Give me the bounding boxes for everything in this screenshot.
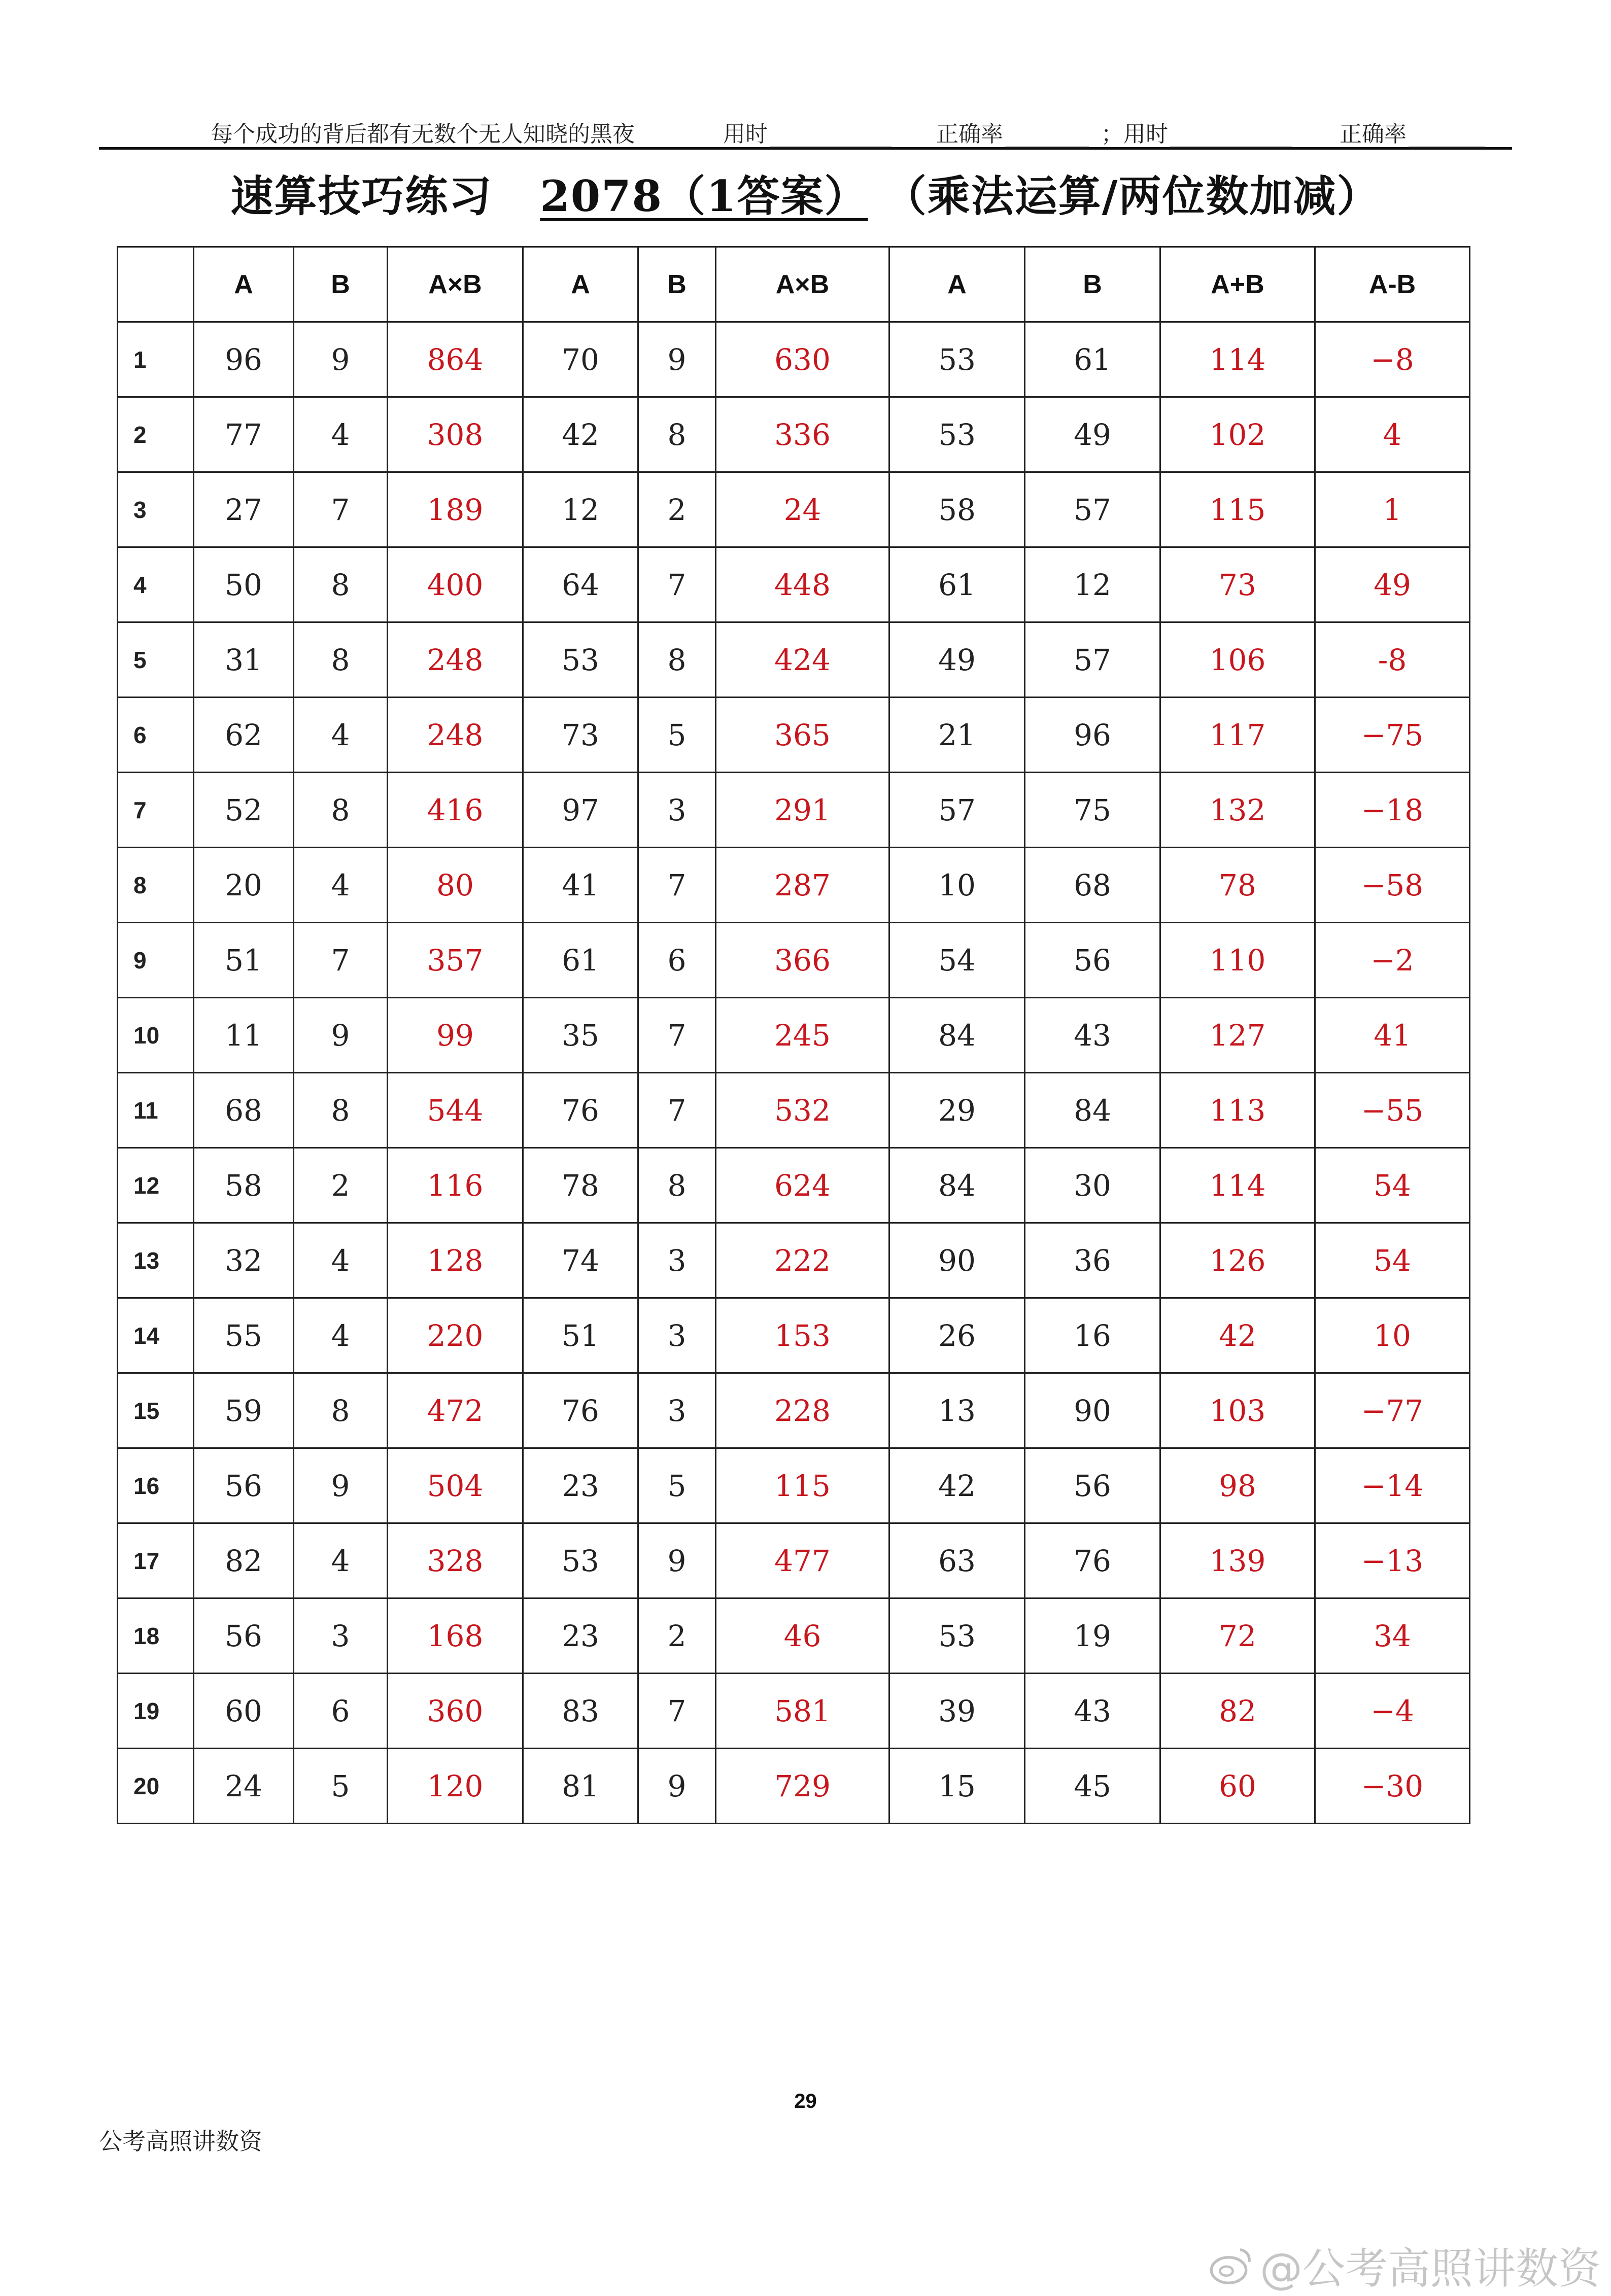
operand-cell: 57 — [1025, 472, 1160, 547]
row-index: 12 — [118, 1148, 194, 1223]
operand-cell: 59 — [194, 1373, 294, 1448]
answer-cell: 24 — [716, 472, 889, 547]
table-row — [118, 1223, 1470, 1298]
row-index: 5 — [118, 622, 194, 698]
row-index: 18 — [118, 1598, 194, 1674]
column-header: A+B — [1160, 247, 1315, 322]
title-prefix: 速算技巧练习 — [230, 171, 493, 221]
operand-cell: 8 — [294, 547, 388, 622]
answer-cell: 117 — [1160, 698, 1315, 773]
answer-cell: -8 — [1315, 622, 1470, 698]
answer-cell: 49 — [1315, 547, 1470, 622]
operand-cell: 52 — [194, 773, 294, 848]
operand-cell: 83 — [523, 1674, 638, 1749]
page-title — [0, 162, 1611, 224]
row-index: 1 — [118, 322, 194, 397]
answer-cell: 308 — [388, 397, 523, 472]
answer-cell: 139 — [1160, 1523, 1315, 1598]
operand-cell: 43 — [1025, 1674, 1160, 1749]
column-header: A×B — [388, 247, 523, 322]
answer-cell: 222 — [716, 1223, 889, 1298]
operand-cell: 81 — [523, 1749, 638, 1824]
table-row — [118, 472, 1470, 547]
operand-cell: 63 — [889, 1523, 1025, 1598]
operand-cell: 4 — [294, 1223, 388, 1298]
operand-cell: 8 — [638, 1148, 716, 1223]
operand-cell: 61 — [1025, 322, 1160, 397]
operand-cell: 55 — [194, 1298, 294, 1373]
operand-cell: 58 — [194, 1148, 294, 1223]
answer-cell: 116 — [388, 1148, 523, 1223]
answer-cell: 60 — [1160, 1749, 1315, 1824]
operand-cell: 5 — [294, 1749, 388, 1824]
answer-cell: 472 — [388, 1373, 523, 1448]
row-index: 8 — [118, 848, 194, 923]
answer-cell: −4 — [1315, 1674, 1470, 1749]
answer-cell: 4 — [1315, 397, 1470, 472]
answer-cell: 114 — [1160, 1148, 1315, 1223]
operand-cell: 84 — [1025, 1073, 1160, 1148]
operand-cell: 7 — [638, 1674, 716, 1749]
answer-cell: 54 — [1315, 1223, 1470, 1298]
operand-cell: 3 — [638, 1223, 716, 1298]
operand-cell: 4 — [294, 397, 388, 472]
operand-cell: 76 — [523, 1073, 638, 1148]
operand-cell: 7 — [294, 923, 388, 998]
time-label-1: 用时 — [723, 121, 768, 147]
answer-cell: 54 — [1315, 1148, 1470, 1223]
operand-cell: 4 — [294, 1523, 388, 1598]
title-underlined: 2078（1答案） — [540, 171, 868, 221]
operand-cell: 60 — [194, 1674, 294, 1749]
answer-cell: 99 — [388, 998, 523, 1073]
operand-cell: 12 — [1025, 547, 1160, 622]
answer-cell: −8 — [1315, 322, 1470, 397]
operand-cell: 41 — [523, 848, 638, 923]
accuracy-label-2: 正确率 — [1340, 121, 1407, 147]
operand-cell: 9 — [294, 998, 388, 1073]
table-row — [118, 622, 1470, 698]
table-row — [118, 1598, 1470, 1674]
operand-cell: 9 — [638, 322, 716, 397]
column-header: A — [523, 247, 638, 322]
table-body — [118, 322, 1470, 1824]
operand-cell: 53 — [523, 1523, 638, 1598]
answer-cell: −55 — [1315, 1073, 1470, 1148]
answer-cell: −58 — [1315, 848, 1470, 923]
table-row — [118, 1073, 1470, 1148]
column-header — [118, 247, 194, 322]
operand-cell: 56 — [1025, 1448, 1160, 1523]
operand-cell: 43 — [1025, 998, 1160, 1073]
operand-cell: 19 — [1025, 1598, 1160, 1674]
operand-cell: 96 — [1025, 698, 1160, 773]
row-index: 3 — [118, 472, 194, 547]
answer-cell: −77 — [1315, 1373, 1470, 1448]
operand-cell: 75 — [1025, 773, 1160, 848]
row-index: 17 — [118, 1523, 194, 1598]
operand-cell: 62 — [194, 698, 294, 773]
operand-cell: 57 — [1025, 622, 1160, 698]
operand-cell: 5 — [638, 1448, 716, 1523]
answer-cell: 126 — [1160, 1223, 1315, 1298]
table-row — [118, 848, 1470, 923]
operand-cell: 7 — [638, 998, 716, 1073]
answer-cell: 132 — [1160, 773, 1315, 848]
column-header: B — [1025, 247, 1160, 322]
table-row — [118, 397, 1470, 472]
operand-cell: 50 — [194, 547, 294, 622]
operand-cell: 49 — [889, 622, 1025, 698]
answer-cell: 248 — [388, 622, 523, 698]
operand-cell: 36 — [1025, 1223, 1160, 1298]
operand-cell: 2 — [638, 1598, 716, 1674]
answer-cell: 630 — [716, 322, 889, 397]
operand-cell: 97 — [523, 773, 638, 848]
table-row — [118, 547, 1470, 622]
row-index: 6 — [118, 698, 194, 773]
time-field-2 — [1101, 116, 1292, 148]
operand-cell: 4 — [294, 848, 388, 923]
table-row — [118, 1674, 1470, 1749]
answer-cell: 115 — [716, 1448, 889, 1523]
column-header: A-B — [1315, 247, 1470, 322]
operand-cell: 27 — [194, 472, 294, 547]
answer-cell: −2 — [1315, 923, 1470, 998]
answer-cell: 581 — [716, 1674, 889, 1749]
operand-cell: 77 — [194, 397, 294, 472]
answer-cell: 106 — [1160, 622, 1315, 698]
operand-cell: 56 — [194, 1448, 294, 1523]
table-row — [118, 1373, 1470, 1448]
time-label-2: 用时 — [1123, 121, 1168, 147]
operand-cell: 53 — [889, 397, 1025, 472]
operand-cell: 13 — [889, 1373, 1025, 1448]
watermark-text: @公考高照讲数资 — [1259, 2244, 1601, 2293]
operand-cell: 12 — [523, 472, 638, 547]
time-field-1 — [723, 116, 892, 148]
answer-cell: 365 — [716, 698, 889, 773]
operand-cell: 4 — [294, 1298, 388, 1373]
answer-cell: 366 — [716, 923, 889, 998]
answer-cell: 328 — [388, 1523, 523, 1598]
operand-cell: 9 — [294, 322, 388, 397]
operand-cell: 6 — [294, 1674, 388, 1749]
answer-cell: 291 — [716, 773, 889, 848]
motto: 每个成功的背后都有无数个无人知晓的黑夜 — [211, 121, 635, 147]
operand-cell: 51 — [194, 923, 294, 998]
accuracy-blank-1 — [1005, 124, 1089, 148]
answer-cell: 128 — [388, 1223, 523, 1298]
accuracy-blank-2 — [1409, 124, 1485, 148]
answer-cell: 102 — [1160, 397, 1315, 472]
row-index: 9 — [118, 923, 194, 998]
row-index: 4 — [118, 547, 194, 622]
answer-cell: 113 — [1160, 1073, 1315, 1148]
operand-cell: 10 — [889, 848, 1025, 923]
operand-cell: 9 — [638, 1523, 716, 1598]
answer-cell: 41 — [1315, 998, 1470, 1073]
operand-cell: 84 — [889, 998, 1025, 1073]
answer-cell: 168 — [388, 1598, 523, 1674]
answer-cell: 127 — [1160, 998, 1315, 1073]
operand-cell: 82 — [194, 1523, 294, 1598]
time-blank-2 — [1170, 124, 1292, 148]
operand-cell: 7 — [294, 472, 388, 547]
operand-cell: 73 — [523, 698, 638, 773]
operand-cell: 31 — [194, 622, 294, 698]
operand-cell: 78 — [523, 1148, 638, 1223]
answer-cell: −75 — [1315, 698, 1470, 773]
operand-cell: 8 — [638, 397, 716, 472]
accuracy-field-2 — [1340, 116, 1485, 148]
operand-cell: 8 — [294, 622, 388, 698]
table-row — [118, 998, 1470, 1073]
accuracy-field-1 — [936, 116, 1089, 148]
answer-cell: 477 — [716, 1523, 889, 1598]
answer-cell: 72 — [1160, 1598, 1315, 1674]
answer-cell: 228 — [716, 1373, 889, 1448]
table-row — [118, 1523, 1470, 1598]
column-header: A — [889, 247, 1025, 322]
answer-cell: 448 — [716, 547, 889, 622]
answer-cell: 34 — [1315, 1598, 1470, 1674]
watermark — [1208, 2235, 1601, 2296]
operand-cell: 90 — [1025, 1373, 1160, 1448]
operand-cell: 8 — [294, 773, 388, 848]
answer-cell: 114 — [1160, 322, 1315, 397]
answer-cell: 82 — [1160, 1674, 1315, 1749]
answer-cell: 42 — [1160, 1298, 1315, 1373]
operand-cell: 4 — [294, 698, 388, 773]
answer-cell: −30 — [1315, 1749, 1470, 1824]
answer-cell: 120 — [388, 1749, 523, 1824]
operand-cell: 15 — [889, 1749, 1025, 1824]
answer-cell: 153 — [716, 1298, 889, 1373]
operand-cell: 3 — [638, 1373, 716, 1448]
operand-cell: 96 — [194, 322, 294, 397]
operand-cell: 56 — [194, 1598, 294, 1674]
answer-cell: −14 — [1315, 1448, 1470, 1523]
answer-cell: 624 — [716, 1148, 889, 1223]
answer-cell: 10 — [1315, 1298, 1470, 1373]
answer-cell: 189 — [388, 472, 523, 547]
operand-cell: 49 — [1025, 397, 1160, 472]
operand-cell: 58 — [889, 472, 1025, 547]
row-index: 15 — [118, 1373, 194, 1448]
operand-cell: 51 — [523, 1298, 638, 1373]
row-index: 13 — [118, 1223, 194, 1298]
row-index: 2 — [118, 397, 194, 472]
table-row — [118, 923, 1470, 998]
operand-cell: 5 — [638, 698, 716, 773]
answer-cell: 544 — [388, 1073, 523, 1148]
row-index: 20 — [118, 1749, 194, 1824]
table-row — [118, 1749, 1470, 1824]
title-suffix: （乘法运算/两位数加减） — [883, 171, 1381, 221]
answer-cell: 864 — [388, 322, 523, 397]
table-row — [118, 1448, 1470, 1523]
answer-cell: 115 — [1160, 472, 1315, 547]
table-row — [118, 322, 1470, 397]
operand-cell: 20 — [194, 848, 294, 923]
operand-cell: 8 — [638, 622, 716, 698]
operand-cell: 35 — [523, 998, 638, 1073]
footer-brand: 公考高照讲数资 — [99, 2128, 262, 2155]
operand-cell: 39 — [889, 1674, 1025, 1749]
operand-cell: 23 — [523, 1448, 638, 1523]
page-number: 29 — [794, 2090, 817, 2112]
answer-cell: 245 — [716, 998, 889, 1073]
operand-cell: 6 — [638, 923, 716, 998]
operand-cell: 7 — [638, 848, 716, 923]
time-blank-1 — [770, 124, 892, 148]
answer-cell: 424 — [716, 622, 889, 698]
answer-cell: 103 — [1160, 1373, 1315, 1448]
operand-cell: 42 — [889, 1448, 1025, 1523]
operand-cell: 70 — [523, 322, 638, 397]
column-header: B — [638, 247, 716, 322]
answer-cell: 110 — [1160, 923, 1315, 998]
accuracy-label-1: 正确率 — [936, 121, 1003, 147]
operand-cell: 2 — [294, 1148, 388, 1223]
separator: ； — [1101, 121, 1123, 147]
weibo-logo-icon — [1208, 2243, 1254, 2288]
operand-cell: 42 — [523, 397, 638, 472]
answer-cell: 357 — [388, 923, 523, 998]
table-row — [118, 1298, 1470, 1373]
operand-cell: 53 — [523, 622, 638, 698]
operand-cell: 57 — [889, 773, 1025, 848]
practice-table — [117, 246, 1470, 1824]
answer-cell: 248 — [388, 698, 523, 773]
answer-cell: −13 — [1315, 1523, 1470, 1598]
column-header: A×B — [716, 247, 889, 322]
row-index: 14 — [118, 1298, 194, 1373]
row-index: 16 — [118, 1448, 194, 1523]
column-header: A — [194, 247, 294, 322]
table-row — [118, 698, 1470, 773]
answer-cell: 504 — [388, 1448, 523, 1523]
table-row — [118, 1148, 1470, 1223]
answer-cell: 360 — [388, 1674, 523, 1749]
table-header-row — [118, 247, 1470, 322]
operand-cell: 68 — [194, 1073, 294, 1148]
column-header: B — [294, 247, 388, 322]
row-index: 10 — [118, 998, 194, 1073]
operand-cell: 16 — [1025, 1298, 1160, 1373]
answer-cell: 73 — [1160, 547, 1315, 622]
operand-cell: 9 — [294, 1448, 388, 1523]
operand-cell: 53 — [889, 1598, 1025, 1674]
answer-cell: 220 — [388, 1298, 523, 1373]
operand-cell: 21 — [889, 698, 1025, 773]
page-header — [99, 112, 1512, 150]
operand-cell: 45 — [1025, 1749, 1160, 1824]
operand-cell: 8 — [294, 1373, 388, 1448]
operand-cell: 74 — [523, 1223, 638, 1298]
operand-cell: 61 — [889, 547, 1025, 622]
answer-cell: 336 — [716, 397, 889, 472]
operand-cell: 7 — [638, 1073, 716, 1148]
operand-cell: 7 — [638, 547, 716, 622]
answer-cell: 287 — [716, 848, 889, 923]
row-index: 11 — [118, 1073, 194, 1148]
operand-cell: 76 — [523, 1373, 638, 1448]
operand-cell: 26 — [889, 1298, 1025, 1373]
operand-cell: 84 — [889, 1148, 1025, 1223]
operand-cell: 3 — [638, 773, 716, 848]
operand-cell: 30 — [1025, 1148, 1160, 1223]
answer-cell: 1 — [1315, 472, 1470, 547]
row-index: 19 — [118, 1674, 194, 1749]
operand-cell: 61 — [523, 923, 638, 998]
operand-cell: 2 — [638, 472, 716, 547]
answer-cell: 400 — [388, 547, 523, 622]
answer-cell: −18 — [1315, 773, 1470, 848]
operand-cell: 76 — [1025, 1523, 1160, 1598]
answer-cell: 78 — [1160, 848, 1315, 923]
row-index: 7 — [118, 773, 194, 848]
table-row — [118, 773, 1470, 848]
operand-cell: 9 — [638, 1749, 716, 1824]
operand-cell: 8 — [294, 1073, 388, 1148]
operand-cell: 54 — [889, 923, 1025, 998]
operand-cell: 68 — [1025, 848, 1160, 923]
answer-cell: 98 — [1160, 1448, 1315, 1523]
answer-cell: 416 — [388, 773, 523, 848]
operand-cell: 90 — [889, 1223, 1025, 1298]
operand-cell: 24 — [194, 1749, 294, 1824]
operand-cell: 32 — [194, 1223, 294, 1298]
operand-cell: 3 — [638, 1298, 716, 1373]
answer-cell: 80 — [388, 848, 523, 923]
operand-cell: 64 — [523, 547, 638, 622]
answer-cell: 729 — [716, 1749, 889, 1824]
operand-cell: 56 — [1025, 923, 1160, 998]
answer-cell: 46 — [716, 1598, 889, 1674]
answer-cell: 532 — [716, 1073, 889, 1148]
operand-cell: 53 — [889, 322, 1025, 397]
operand-cell: 29 — [889, 1073, 1025, 1148]
operand-cell: 11 — [194, 998, 294, 1073]
operand-cell: 23 — [523, 1598, 638, 1674]
operand-cell: 3 — [294, 1598, 388, 1674]
